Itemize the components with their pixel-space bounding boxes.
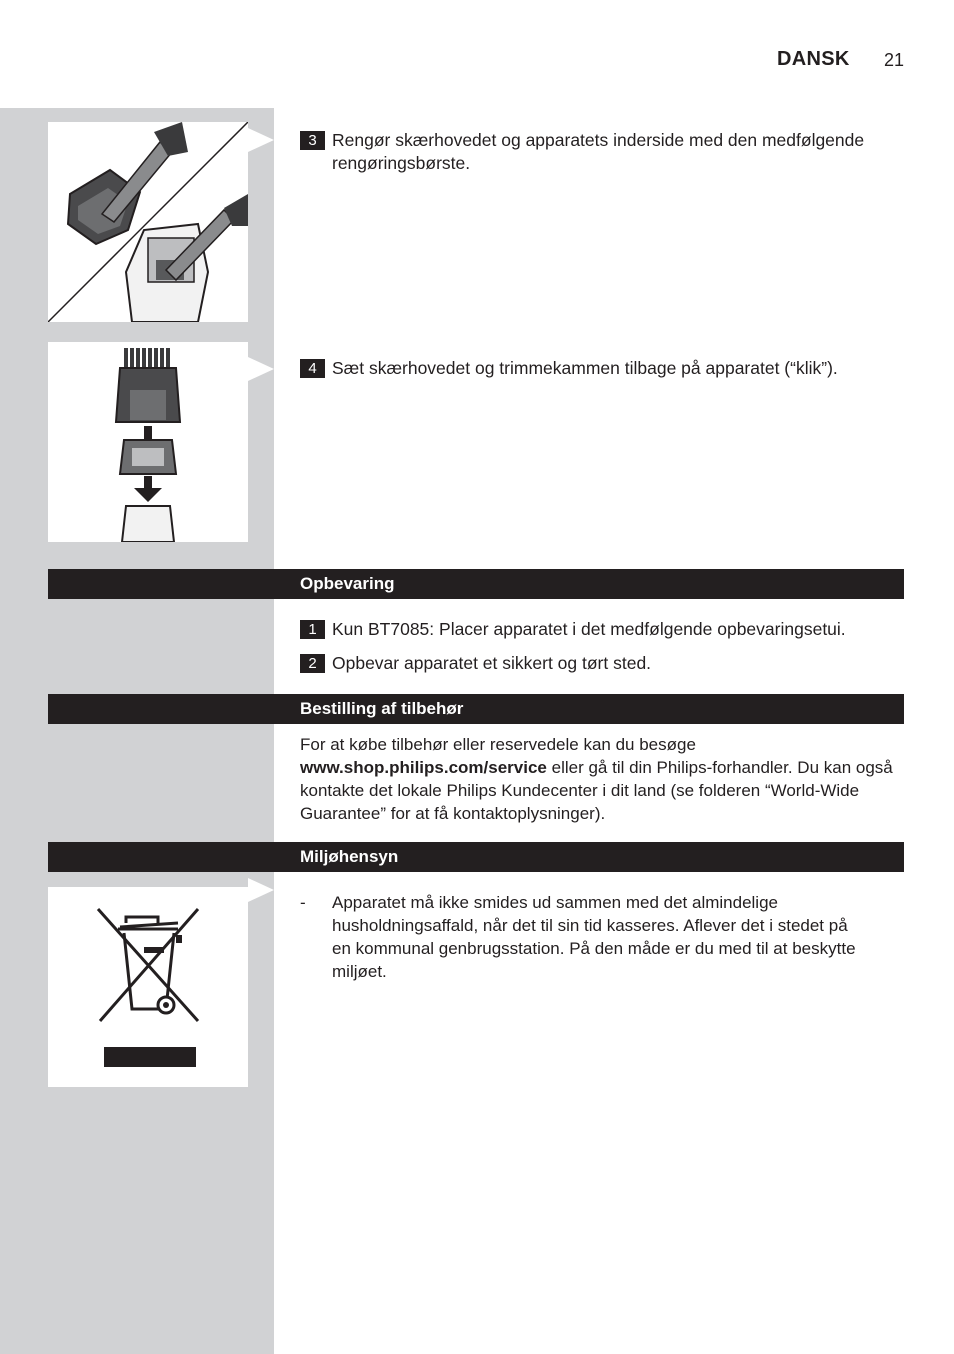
illustration-pointer [248, 128, 274, 152]
illustration-pointer [248, 878, 274, 902]
shop-link[interactable]: www.shop.philips.com/service [300, 758, 547, 777]
storage-step-2 [300, 652, 900, 675]
step-number: 4 [300, 359, 325, 378]
page-number: 21 [884, 50, 905, 70]
bullet-marker: - [300, 893, 306, 912]
cleaning-brush-icon [48, 122, 248, 322]
accessories-text-before: For at købe tilbehør eller reservedele kan du besøge [300, 735, 696, 754]
section-title: Bestilling af tilbehør [300, 699, 464, 718]
accessories-text-after: eller gå til din Philips-forhandler. Du kan også kontakte det lokale Philips Kundecenter i dit land (se folderen “World-Wide Guarantee” for at få kontaktoplysninger). [300, 758, 893, 823]
section-header-storage [48, 569, 904, 599]
step-number: 1 [300, 620, 325, 639]
accessories-paragraph [300, 733, 904, 825]
section-header-environment [48, 842, 904, 872]
illustration-pointer [248, 357, 274, 381]
step-3 [300, 129, 900, 175]
illustration-cleaning-brush [48, 122, 248, 322]
section-title: Miljøhensyn [300, 847, 399, 866]
section-header-accessories [48, 694, 904, 724]
language-label: DANSK [777, 48, 850, 70]
storage-step-1 [300, 618, 900, 641]
step-number: 2 [300, 654, 325, 673]
illustration-weee-bin [48, 887, 248, 1087]
step-number: 3 [300, 131, 325, 150]
bullet-text: Apparatet må ikke smides ud sammen med det almindelige husholdningsaffald, når det til sin tid kasseres. Aflever det i stedet på en kommunal genbrugsstation. På den måde er du med til at beskytte miljøet. [332, 893, 856, 981]
environment-bullet [300, 891, 860, 983]
comb-reattach-icon [48, 342, 248, 542]
step-text: Rengør skærhovedet og apparatets inderside med den medfølgende rengøringsbørste. [332, 130, 865, 173]
step-text: Sæt skærhovedet og trimmekammen tilbage på apparatet (“klik”). [332, 358, 838, 378]
illustration-reattach [48, 342, 248, 542]
step-4 [300, 357, 900, 380]
crossed-bin-icon [48, 887, 248, 1087]
section-title: Opbevaring [300, 574, 395, 593]
step-text: Opbevar apparatet et sikkert og tørt sted. [332, 653, 652, 673]
step-text: Kun BT7085: Placer apparatet i det medfølgende opbevaringsetui. [332, 619, 846, 639]
